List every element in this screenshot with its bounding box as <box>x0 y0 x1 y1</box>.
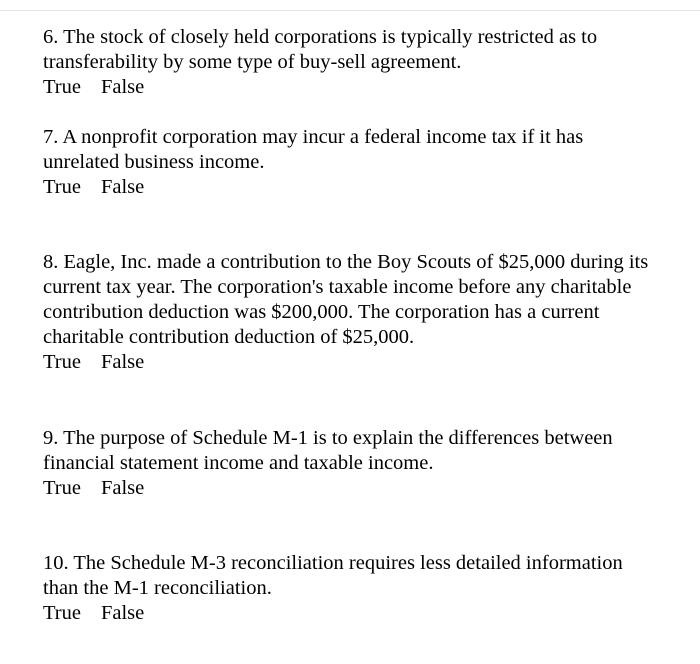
question-text-line: financial statement income and taxable income. <box>43 452 434 474</box>
question-7 <box>43 125 683 200</box>
question-10 <box>43 551 683 626</box>
question-text-line: 7. A nonprofit corporation may incur a federal income tax if it has <box>43 126 584 148</box>
option-false[interactable]: False <box>100 351 145 373</box>
option-true[interactable]: True <box>43 351 81 373</box>
option-true[interactable]: True <box>43 176 81 198</box>
answer-options <box>43 350 683 375</box>
question-text-line: than the M-1 reconciliation. <box>43 577 272 599</box>
question-text-line: charitable contribution deduction of $25,000. <box>43 326 415 348</box>
option-false[interactable]: False <box>100 76 145 98</box>
question-text-line: transferability by some type of buy-sell agreement. <box>43 51 462 73</box>
question-text-line: 10. The Schedule M-3 reconciliation requires less detailed information <box>43 552 623 574</box>
question-6 <box>43 25 683 100</box>
question-text-line: unrelated business income. <box>43 151 265 173</box>
question-text-line: 8. Eagle, Inc. made a contribution to the Boy Scouts of $25,000 during its <box>43 251 649 273</box>
top-divider <box>0 0 700 11</box>
question-text-line: 6. The stock of closely held corporations is typically restricted as to <box>43 26 598 48</box>
question-text-line: contribution deduction was $200,000. The corporation has a current <box>43 301 600 323</box>
answer-options <box>43 75 683 100</box>
option-false[interactable]: False <box>100 602 145 624</box>
question-9 <box>43 426 683 501</box>
question-text-line: current tax year. The corporation's taxable income before any charitable <box>43 276 632 298</box>
option-true[interactable]: True <box>43 477 81 499</box>
question-text-line: 9. The purpose of Schedule M-1 is to explain the differences between <box>43 427 613 449</box>
answer-options <box>43 476 683 501</box>
answer-options <box>43 601 683 626</box>
option-true[interactable]: True <box>43 76 81 98</box>
option-false[interactable]: False <box>100 477 145 499</box>
option-true[interactable]: True <box>43 602 81 624</box>
question-8 <box>43 250 683 375</box>
answer-options <box>43 175 683 200</box>
option-false[interactable]: False <box>100 176 145 198</box>
